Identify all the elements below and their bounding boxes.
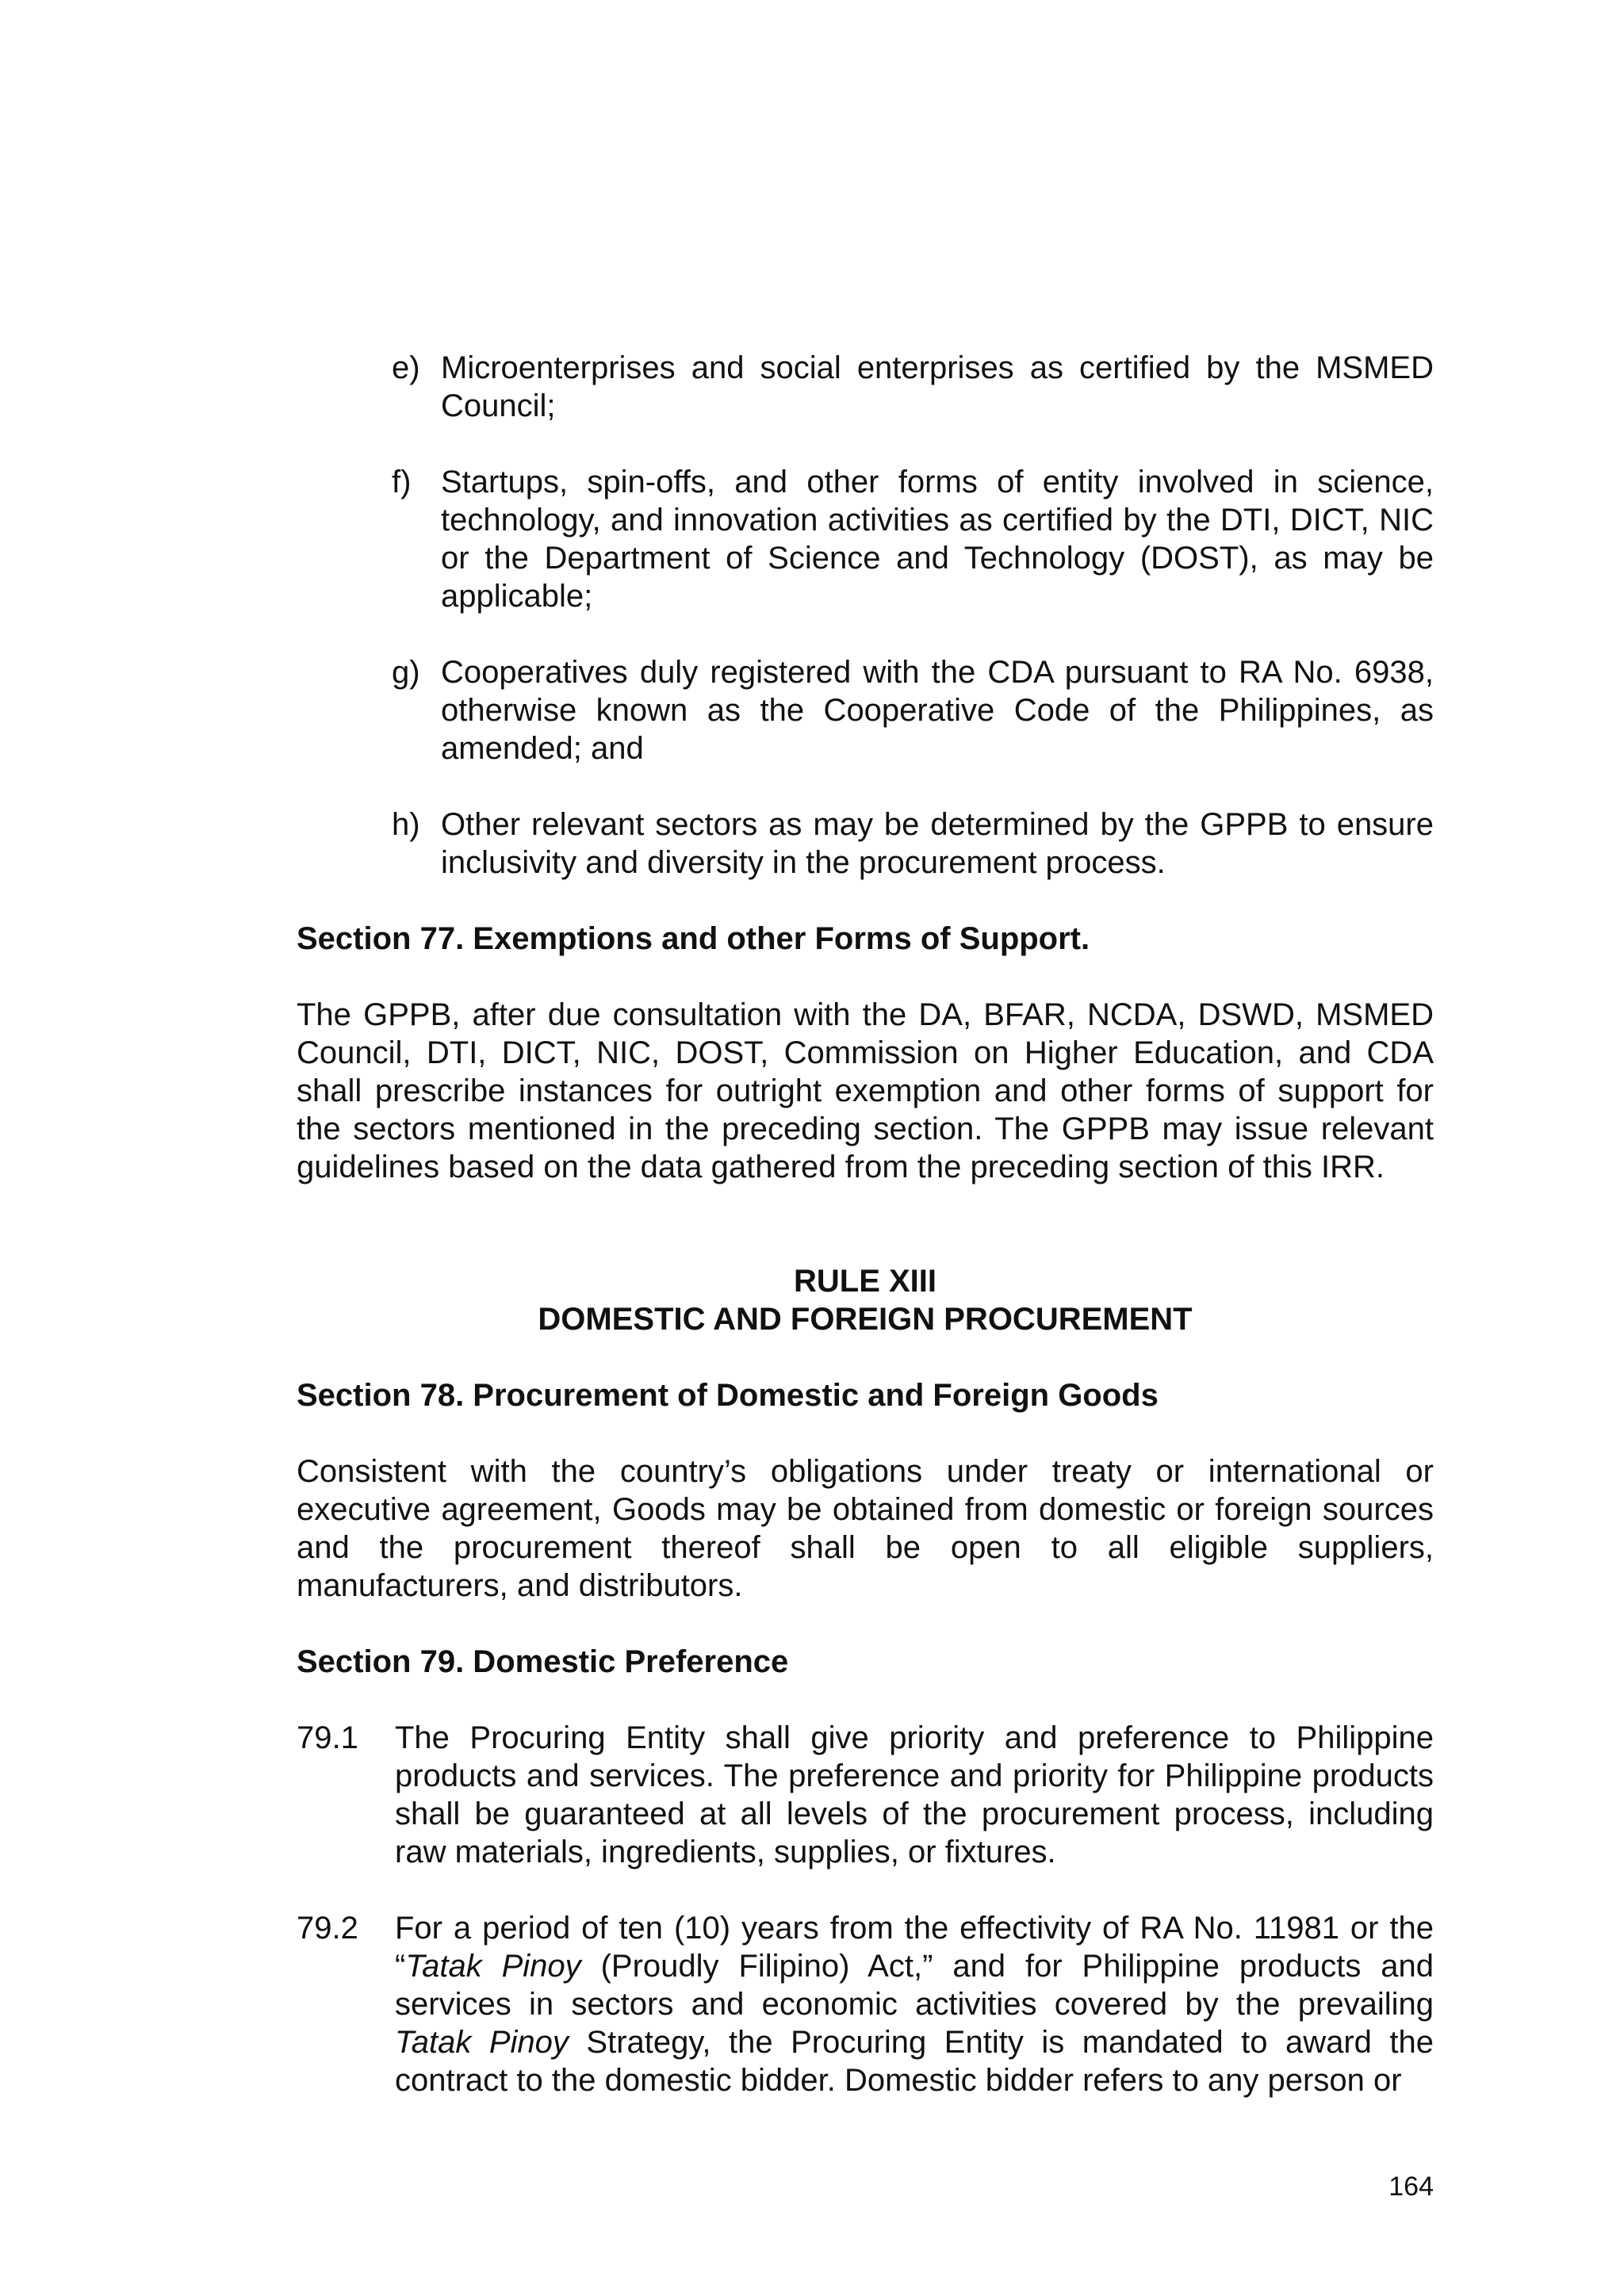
- list-item-g: [392, 653, 1434, 767]
- list-text: Cooperatives duly registered with the CDA pursuant to RA No. 6938, otherwise known as the Cooperative Code of the Philippines, as amended; and: [441, 655, 1434, 766]
- rule-title: DOMESTIC AND FOREIGN PROCUREMENT: [538, 1302, 1193, 1337]
- item-number: 79.1: [297, 1720, 358, 1755]
- list-text: Microenterprises and social enterprises as certified by the MSMED Council;: [441, 350, 1434, 423]
- list-marker: h): [392, 807, 420, 842]
- list-item-f: [392, 463, 1434, 615]
- section-79-heading: Section 79. Domestic Preference: [297, 1644, 789, 1679]
- rule-number: RULE XIII: [793, 1264, 937, 1299]
- item-text: The Procuring Entity shall give priority and preference to Philippine products and services. The preference and priority for Philippine products shall be guaranteed at all levels of the procurement process, including raw materials, ingredients, supplies, or fixtures.: [395, 1720, 1434, 1869]
- rule-heading: [297, 1262, 1434, 1338]
- list-marker: e): [392, 350, 420, 385]
- list-text: Startups, spin-offs, and other forms of entity involved in science, technology, and innovation activities as certified by the DTI, DICT, NIC or the Department of Science and Technology (DOST), as may be applicable;: [441, 465, 1434, 614]
- page-content: [297, 349, 1434, 2099]
- item-text-part: (Proudly Filipino) Act,” and for Philippine products and services in sectors and economic activities covered by the prevailing: [395, 1949, 1434, 2022]
- item-text-part: Strategy, the Procuring Entity is mandated to award the contract to the domestic bidder. Domestic bidder refers to any person or: [395, 2025, 1434, 2098]
- item-text: [395, 1909, 1434, 2099]
- item-79-2: [297, 1909, 1434, 2099]
- italic-strategy-name: Tatak Pinoy: [395, 2025, 569, 2060]
- list-item-h: [392, 806, 1434, 882]
- section-77-heading: Section 77. Exemptions and other Forms of Support.: [297, 921, 1090, 956]
- italic-act-name: Tatak Pinoy: [405, 1949, 581, 1984]
- section-78-heading: Section 78. Procurement of Domestic and Foreign Goods: [297, 1378, 1159, 1413]
- list-item-e: [392, 349, 1434, 425]
- page-number: 164: [1388, 2172, 1434, 2202]
- list-marker: f): [392, 465, 412, 499]
- list-text: Other relevant sectors as may be determined by the GPPB to ensure inclusivity and diversity in the procurement process.: [441, 807, 1434, 880]
- section-77-body: The GPPB, after due consultation with the DA, BFAR, NCDA, DSWD, MSMED Council, DTI, DICT, NIC, DOST, Commission on Higher Education, and CDA shall prescribe instances for outright exemption and other forms of support for the sectors mentioned in the preceding section. The GPPB may issue relevant guidelines based on the data gathered from the preceding section of this IRR.: [297, 997, 1434, 1184]
- list-marker: g): [392, 655, 420, 690]
- item-number: 79.2: [297, 1911, 358, 1946]
- section-78-body: Consistent with the country’s obligations under treaty or international or executive agreement, Goods may be obtained from domestic or foreign sources and the procurement thereof shall be open to all eligible suppliers, manufacturers, and distributors.: [297, 1454, 1434, 1603]
- item-79-1: [297, 1719, 1434, 1871]
- item-text-part: For a period of ten (10) years from the effectivity of RA No. 11981 or the “: [395, 1911, 1434, 1984]
